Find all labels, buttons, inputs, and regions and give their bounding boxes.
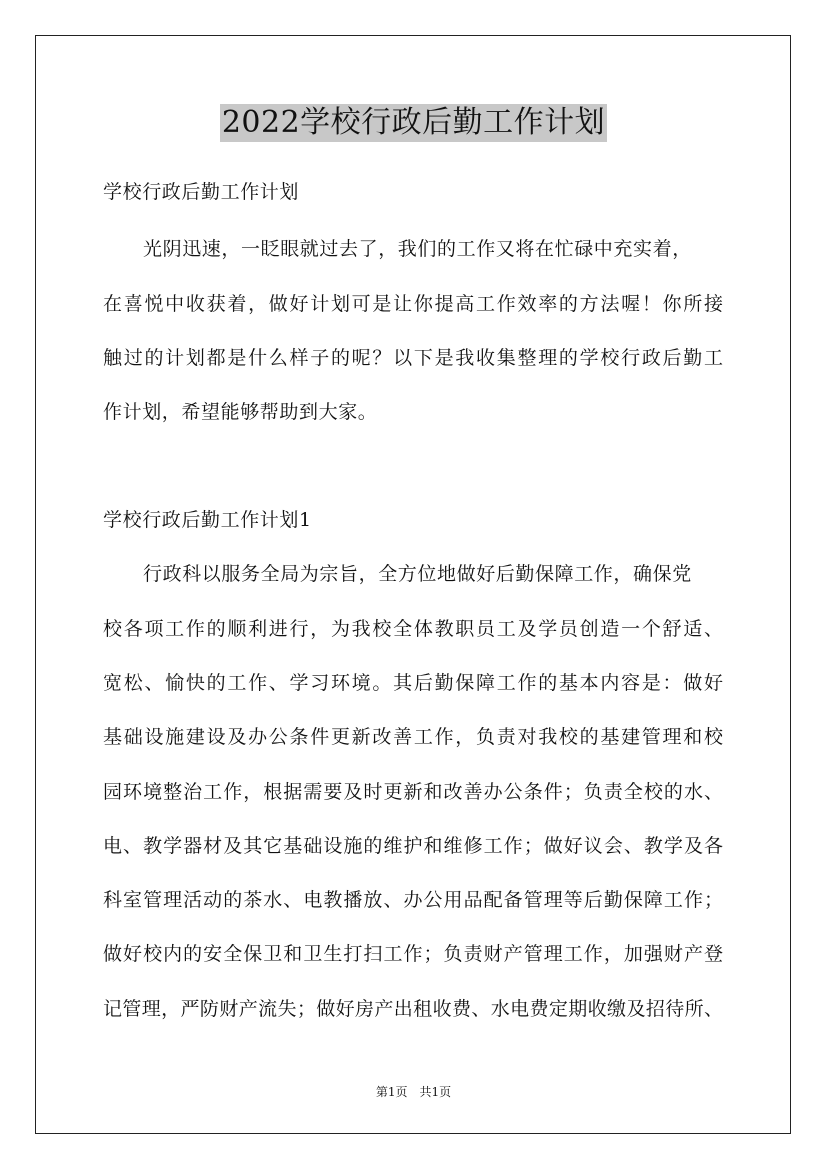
paragraph-line: 行政科以服务全局为宗旨，全方位地做好后勤保障工作，确保党	[143, 563, 692, 585]
paragraph-line: 触过的计划都是什么样子的呢？以下是我收集整理的学校行政后勤工	[103, 347, 723, 369]
paragraph-line: 记管理，严防财产流失；做好房产出租收费、水电费定期收缴及招待所、	[103, 998, 723, 1020]
paragraph-line: 园环境整治工作，根据需要及时更新和改善办公条件；负责全校的水、	[103, 781, 723, 803]
paragraph-line: 在喜悦中收获着，做好计划可是让你提高工作效率的方法喔！你所接	[103, 293, 723, 315]
section-heading: 学校行政后勤工作计划1	[103, 509, 312, 531]
document-title: 2022学校行政后勤工作计划	[221, 105, 606, 140]
paragraph-line: 科室管理活动的茶水、电教播放、办公用品配备管理等后勤保障工作；	[103, 889, 723, 911]
paragraph-line: 基础设施建设及办公条件更新改善工作，负责对我校的基建管理和校	[103, 726, 723, 748]
paragraph-line: 校各项工作的顺利进行，为我校全体教职员工及学员创造一个舒适、	[103, 618, 723, 640]
paragraph-line: 宽松、愉快的工作、学习环境。其后勤保障工作的基本内容是：做好	[103, 672, 723, 694]
paragraph-line: 做好校内的安全保卫和卫生打扫工作；负责财产管理工作，加强财产登	[103, 943, 723, 965]
title-wrap	[0, 104, 827, 142]
paragraph-line: 光阴迅速，一眨眼就过去了，我们的工作又将在忙碌中充实着，	[143, 238, 692, 260]
paragraph-line: 作计划，希望能够帮助到大家。	[103, 401, 378, 423]
paragraph-line: 电、教学器材及其它基础设施的维护和维修工作；做好议会、教学及各	[103, 835, 723, 857]
intro-heading: 学校行政后勤工作计划	[103, 181, 300, 203]
page-footer: 第1页 共1页	[375, 1085, 452, 1099]
